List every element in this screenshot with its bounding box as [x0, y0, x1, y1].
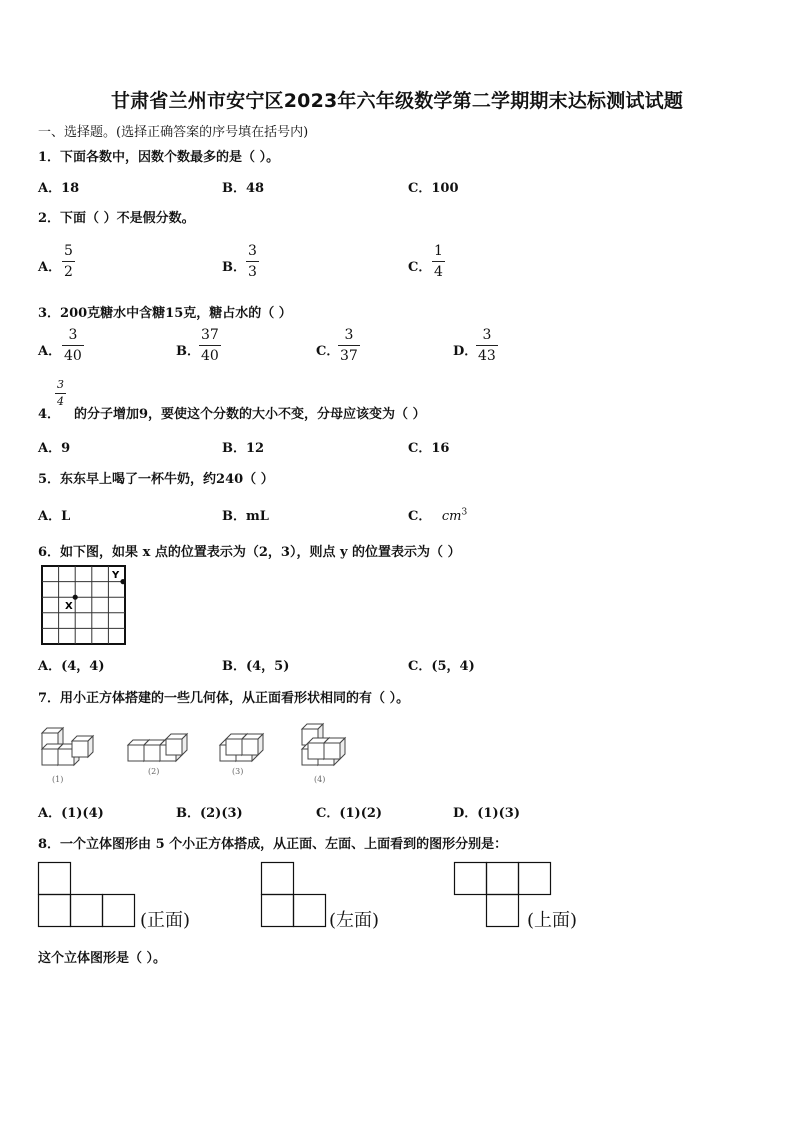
cube-figure-3	[220, 734, 263, 776]
q2-option-a-fraction: 5 2	[64, 243, 73, 280]
q6-option-b[interactable]: B．(4，5)	[222, 659, 290, 674]
cube-figure-1	[42, 728, 93, 784]
q3-stem: 3．200克糖水中含糖15克，糖占水的（ ）	[38, 306, 292, 321]
q7-option-d[interactable]: D．(1)(3)	[453, 806, 520, 821]
q3-option-d-fraction: 3 43	[478, 327, 496, 364]
q1-option-b[interactable]: B．48	[222, 181, 265, 196]
q2-option-c-fraction: 1 4	[434, 243, 443, 280]
q2-option-c-label[interactable]: C．	[408, 260, 432, 275]
q2-option-a-label[interactable]: A．	[38, 260, 62, 275]
q4-number: 4．	[38, 407, 61, 422]
front-view-label: (正面)	[140, 910, 191, 931]
q4-option-c[interactable]: C．16	[408, 441, 450, 456]
q2-option-b-fraction: 3 3	[248, 243, 257, 280]
q4-fraction: 3 4	[57, 378, 64, 408]
left-view-label: (左面)	[329, 910, 380, 931]
q5-option-c[interactable]	[408, 505, 467, 524]
q2-stem: 2．下面（ ）不是假分数。	[38, 211, 195, 226]
q5-option-c-label: C．	[408, 509, 432, 524]
q6-stem: 6．如下图，如果 x 点的位置表示为（2，3），则点 y 的位置表示为（ ）	[38, 545, 461, 560]
q3-option-c-fraction: 3 37	[340, 327, 358, 364]
point-x-label: X	[65, 601, 73, 612]
q6-option-a[interactable]: A．(4，4)	[38, 659, 105, 674]
point-y	[120, 579, 125, 584]
q3-option-a-label[interactable]: A．	[38, 344, 62, 359]
q8-tail: 这个立体图形是（ ）。	[38, 951, 167, 966]
q5-option-b[interactable]: B．mL	[222, 509, 269, 524]
q7-option-c[interactable]: C．(1)(2)	[316, 806, 383, 821]
q3-option-b-fraction: 37 40	[201, 327, 219, 364]
q2-option-b-label[interactable]: B．	[222, 260, 246, 275]
q5-option-c-exponent: 3	[461, 507, 468, 518]
q7-option-a[interactable]: A．(1)(4)	[38, 806, 104, 821]
q7-option-b[interactable]: B．(2)(3)	[176, 806, 243, 821]
cube-figure-4	[302, 724, 345, 784]
cube-figure-2-label: (2)	[148, 767, 160, 776]
q3-option-a-fraction: 3 40	[64, 327, 82, 364]
cube-figure-3-label: (3)	[232, 767, 244, 776]
q5-option-c-unit: cm	[441, 509, 462, 524]
cube-figure-1-label: (1)	[52, 775, 64, 784]
section-heading: 一、选择题。(选择正确答案的序号填在括号内)	[38, 125, 309, 140]
q8-stem: 8．一个立体图形由 5 个小正方体搭成，从正面、左面、上面看到的图形分别是：	[38, 837, 508, 852]
coordinate-grid-figure	[41, 565, 131, 647]
q1-option-c[interactable]: C．100	[408, 181, 459, 196]
cube-figures	[38, 718, 368, 788]
top-view-label: (上面)	[527, 910, 578, 931]
cube-figure-4-label: (4)	[314, 775, 326, 784]
point-y-label: Y	[112, 570, 120, 581]
q1-option-a[interactable]: A．18	[38, 181, 80, 196]
q7-stem: 7．用小正方体搭建的一些几何体，从正面看形状相同的有（ ）。	[38, 691, 410, 706]
q3-option-b-label[interactable]: B．	[176, 344, 200, 359]
q6-option-c[interactable]: C．(5，4)	[408, 659, 475, 674]
left-view	[262, 863, 326, 927]
q3-option-d-label[interactable]: D．	[453, 344, 478, 359]
q4-option-a[interactable]: A．9	[38, 441, 71, 456]
q5-option-a[interactable]: A．L	[38, 509, 71, 524]
q1-stem: 1．下面各数中，因数个数最多的是（ ）。	[38, 150, 280, 165]
cube-figure-2	[128, 734, 187, 776]
q4-stem: 的分子增加9，要使这个分数的大小不变，分母应该变为（ ）	[74, 407, 426, 422]
front-view	[39, 863, 135, 927]
point-x	[73, 595, 78, 600]
q5-stem: 5．东东早上喝了一杯牛奶，约240（ ）	[38, 472, 274, 487]
q3-option-c-label[interactable]: C．	[316, 344, 340, 359]
q4-option-b[interactable]: B．12	[222, 441, 265, 456]
page-title: 甘肃省兰州市安宁区2023年六年级数学第二学期期末达标测试试题	[110, 90, 684, 112]
